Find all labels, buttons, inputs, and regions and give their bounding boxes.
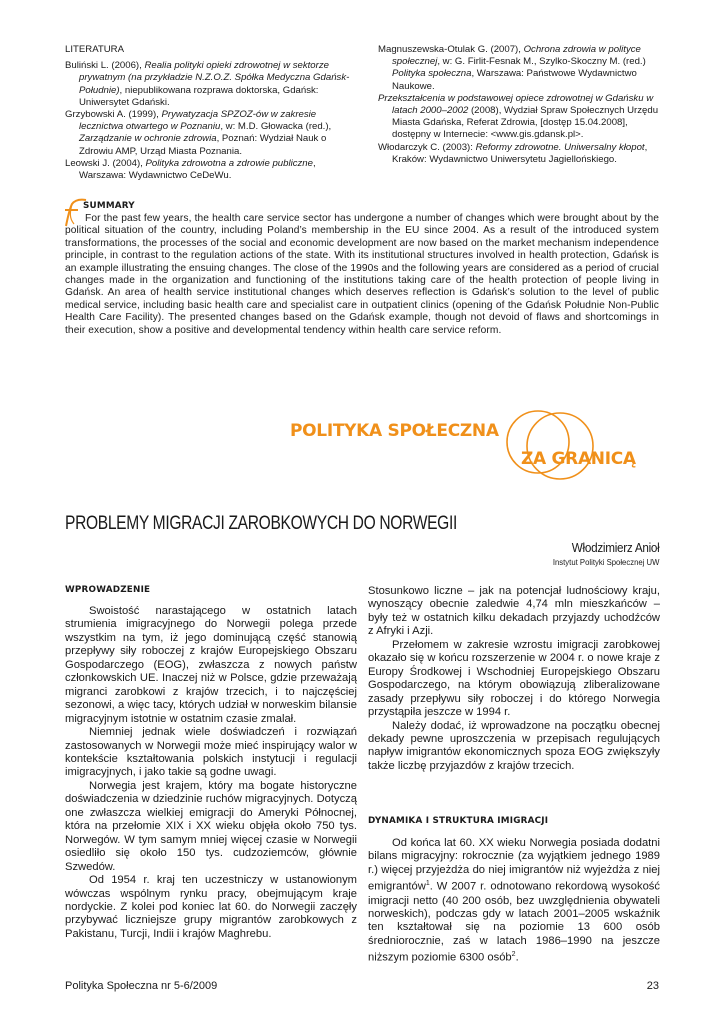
right-column-top	[368, 585, 660, 773]
left-paragraph-2: Niemniej jednak wiele doświadczeń i rozwiązań zastosowanych w Norwegii może mieć inspirujący walor w kontekście kształtowania polskich instytucji i regulacji imigracyjnych, i jako takie są godne uwagi.	[65, 726, 357, 779]
article-affiliation: Instytut Polityki Społecznej UW	[552, 557, 659, 567]
dynamics-text-c: .	[515, 952, 519, 965]
literature-entry: Magnuszewska-Otulak G. (2007), Ochrona zdrowia w polityce społecznej, w: G. Firlit-Fesnak M., Szylko-Skoczny M. (red.) Polityka społeczna, Warszawa: Państwowe Wydawnictwo Naukowe.	[378, 44, 646, 92]
left-paragraph-1: Swoistość narastającego w ostatnich latach strumienia imigracyjnego do Norwegii polega przede wszystkim na tym, iż jego dominującą część stanowią przepływy siły roboczej z krajów Europejskiego Obszaru Gospodarczego (EOG), zwłaszcza z nowych państw członkowskich UE. Inaczej niż w Polsce, gdzie przeważają migranci zarobkowi z krajów trzecich, i to najczęściej sezonowi, a więc tacy, których udział w norweskim bilansie migracyjnym istotnie w ostatnim czasie zmalał.	[65, 605, 357, 725]
literature-entry: Grzybowski A. (1999), Prywatyzacja SPZOZ-ów w zakresie lecznictwa otwartego w Poznaniu, w: M.D. Głowacka (red.), Zarządzanie w ochronie zdrowia, Poznań: Wydział Nauk o Zdrowiu AMP, Urząd Miasta Poznania.	[65, 109, 332, 157]
left-paragraph-4: Od 1954 r. kraj ten uczestniczy w ustanowionym wówczas wspólnym rynku pracy, obejmującym kraje nordyckie. Z kolei pod koniec lat 60. do Norwegii zaczęły przybywać liczniejsze grupy migrantów zarobkowych z Pakistanu, Turcji, Indii i krajów Maghrebu.	[65, 874, 357, 940]
right-paragraph-continued: Stosunkowo liczne – jak na potencjał ludnościowy kraju, wynoszący obecnie zaledwie 4,74 mln mieszkańców – były też w ostatnich kilku dekadach przyjazdy uchodźców z Afryki i Azji.	[368, 585, 660, 638]
footer-journal: Polityka Społeczna nr 5-6/2009	[65, 980, 218, 992]
left-paragraph-3: Norwegia jest krajem, który ma bogate historyczne doświadczenia w dziedzinie ruchów migracyjnych. Dotyczą one zwłaszcza wielkiej emigracji do Ameryki Północnej, która na przełomie XIX i XX wieku objęła około 750 tys. Norwegów. W tym samym mniej więcej czasie w Norwegii osiedliło się około 150 tys. cudzoziemców, głównie Szwedów.	[65, 779, 357, 873]
literature-entry: Buliński L. (2006), Realia polityki opieki zdrowotnej w sektorze prywatnym (na przykładzie N.Z.O.Z. Spółka Medyczna Gdańsk-Południe), niepublikowana rozprawa doktorska, Gdańsk: Uniwersytet Gdański.	[65, 60, 350, 108]
footnote-ref-1[interactable]: 1	[425, 880, 430, 888]
dynamics-text-b: . W 2007 r. odnotowano rekordową wysokość imigracji netto (40 200 osób, bez uwzględnienia obywateli norweskich), podczas gdy w latach 2001–2005 wskaźnik ten kształtował się na poziomie 13 600 osób średniorocznie, zaś w latach 1986–1990 na jeszcze niższym poziomie 6300 osób	[368, 881, 660, 965]
right-paragraph-2: Należy dodać, iż wprowadzone na początku obecnej dekady pewne uproszczenia w przepisach regulujących napływ imigrantów ekonomicznych spoza EOG zwiększyły także liczbę przyjazdów z krajów trzecich.	[368, 719, 660, 772]
footnote-ref-2[interactable]: 2	[511, 951, 516, 959]
right-column-bottom	[368, 837, 660, 966]
literature-heading: LITERATURA	[65, 44, 124, 55]
literature-left-column	[65, 44, 357, 182]
summary-text	[65, 213, 659, 337]
article-author: Włodzimierz Anioł	[571, 540, 659, 555]
summary-paragraph: For the past few years, the health care service sector has undergone a number of changes which were brought about by the political situation of the country, including Poland’s membership in the EU since 2004. As a result of the introduced system transformations, the processes of the social and economic development are now based on the market mechanism independence principle, in contrast to the regulation actions of the state. With its institutional structures involved in health protection, Gdańsk is an example illustrating the ensuing changes. The close of the 1990s and the following years are considered as a period of crucial changes made in the organization and functioning of the institutions taking care of the health protection of people living in Gdańsk. An area of health service institutional changes which deserves reflection is Gdańsk’s solution to the level of public medical service, including basic health care and specialist care in outpatient clinics (opening of the Gdańsk Południe Non-Public Health Care Facility). The presented changes based on the Gdańsk example, though not devoid of flaws and shortcomings in their execution, show a positive and developmental tendency within health care service reform.	[65, 213, 659, 336]
dynamics-paragraph	[368, 837, 660, 966]
dynamics-heading: DYNAMIKA I STRUKTURA IMIGRACJI	[368, 816, 549, 826]
left-column	[65, 605, 357, 941]
literature-entry: Leowski J. (2004), Polityka zdrowotna a zdrowie publiczne, Warszawa: Wydawnictwo CeDeWu.	[65, 157, 316, 182]
literature-entry: Przekształcenia w podstawowej opiece zdrowotnej w Gdańsku w latach 2000–2002 (2008), Wydział Spraw Społecznych Urzędu Miasta Gdańska, Referat Zdrowia, [dostęp 15.04.2008], dostępny w Internecie: <www.gis.gdansk.pl>.	[378, 92, 659, 141]
summary-heading: SUMMARY	[83, 201, 135, 211]
section-logo-line2: ZA GRANICĄ	[521, 449, 636, 469]
section-logo-line1: POLITYKA SPOŁECZNA	[290, 421, 499, 441]
dynamics-text-a: Od końca lat 60. XX wieku Norwegia posiada dodatni bilans migracyjny: rokrocznie (za wyjątkiem jednego 1989 r.) więcej przyjeżdża do niej imigrantów niż wyjeżdża z niej emigrantów	[368, 837, 660, 894]
section-logo-circles-icon	[500, 408, 670, 488]
literature-right-column	[378, 44, 660, 166]
intro-heading: WPROWADZENIE	[65, 585, 151, 595]
literature-entry: Włodarczyk C. (2003): Reformy zdrowotne. Uniwersalny kłopot, Kraków: Wydawnictwo Uniwersytetu Jagiellońskiego.	[378, 141, 648, 165]
section-logo	[290, 408, 670, 488]
right-paragraph-1: Przełomem w zakresie wzrostu imigracji zarobkowej okazało się w końcu rozszerzenie w 2004 r. o nowe kraje z Europy Środkowej i Wschodniej Europejskiego Obszaru Gospodarczego, na którym obowiązują zliberalizowane zasady przepływu siły roboczej i do którego Norwegia przystąpiła jeszcze w 1994 r.	[368, 638, 660, 719]
article-title: PROBLEMY MIGRACJI ZAROBKOWYCH DO NORWEGII	[65, 513, 457, 534]
footer-page-number: 23	[646, 980, 659, 992]
